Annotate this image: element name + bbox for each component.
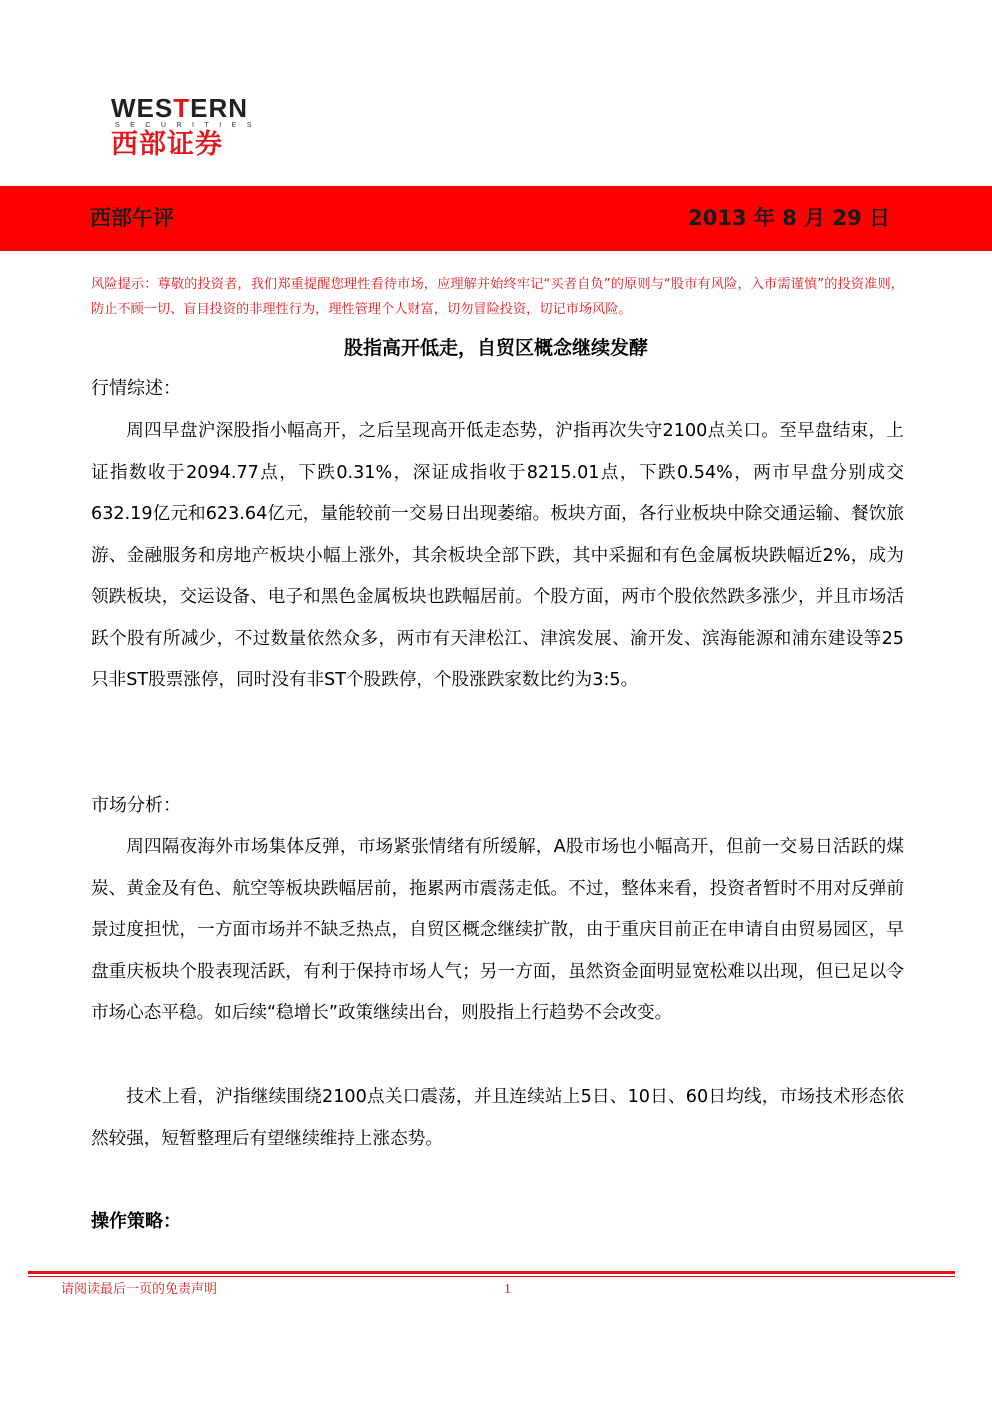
analysis-paragraph-1: 周四隔夜海外市场集体反弹，市场紧张情绪有所缓解，A股市场也小幅高开，但前一交易日活跃的煤炭、黄金及有色、航空等板块跌幅居前，拖累两市震荡走低。不过，整体来看，投资者暂时不用对反弹前景过度担忧，一方面市场并不缺乏热点，自贸区概念继续扩散，由于重庆目前正在申请自由贸易园区，早盘重庆板块个股表现活跃，有利于保持市场人气；另一方面，虽然资金面明显宽松难以出现，但已足以令市场心态平稳。如后续“稳增长”政策继续出台，则股指上行趋势不会改变。	[91, 837, 904, 1023]
analysis-heading: 市场分析：	[91, 795, 181, 816]
logo-securities-text: SECURITIES	[115, 122, 263, 129]
footer-disclaimer: 请阅读最后一页的免责声明	[61, 1282, 218, 1297]
risk-notice: 风险提示：尊敬的投资者，我们郑重提醒您理性看待市场，应理解并始终牢记“买者自负”的原则与“股市有风险，入市需谨慎”的投资准则，防止不顾一切、盲目投资的非理性行为，理性管理个人财富，切勿冒险投资，切记市场风险。	[91, 277, 904, 317]
strategy-heading: 操作策略：	[91, 1211, 181, 1232]
article-headline: 股指高开低走，自贸区概念继续发酵	[343, 337, 648, 359]
logo-chinese-name: 西部证券	[111, 129, 223, 160]
overview-paragraph: 周四早盘沪深股指小幅高开，之后呈现高开低走态势，沪指再次失守2100点关口。至早盘结束，上证指数收于2094.77点，下跌0.31%，深证成指收于8215.01点，下跌0.54%，两市早盘分别成交632.19亿元和623.64亿元，量能较前一交易日出现萎缩。板块方面，各行业板块中除交通运输、餐饮旅游、金融服务和房地产板块小幅上涨外，其余板块全部下跌，其中采掘和有色金属板块跌幅近2%，成为领跌板块，交运设备、电子和黑色金属板块也跌幅居前。个股方面，两市个股依然跌多涨少，并且市场活跃个股有所减少，不过数量依然众多，两市有天津松江、津滨发展、渝开发、滨海能源和浦东建设等25只非ST股票涨停，同时没有非ST个股跌停，个股涨跌家数比约为3:5。	[91, 421, 904, 690]
logo-english-wordmark: WESTERN	[111, 93, 249, 123]
report-date: 2013 年 8 月 29 日	[688, 206, 890, 230]
page-number: 1	[504, 1282, 511, 1297]
analysis-paragraph-2: 技术上看，沪指继续围绕2100点关口震荡，并且连续站上5日、10日、60日均线，市场技术形态依然较强，短暂整理后有望继续维持上涨态势。	[91, 1087, 904, 1149]
overview-heading: 行情综述：	[91, 378, 181, 399]
report-title: 西部午评	[90, 206, 174, 230]
western-securities-logo	[111, 95, 286, 165]
report-banner	[0, 186, 992, 251]
footer-rule-thick	[28, 1271, 955, 1274]
footer-rule-thin	[28, 1276, 955, 1277]
